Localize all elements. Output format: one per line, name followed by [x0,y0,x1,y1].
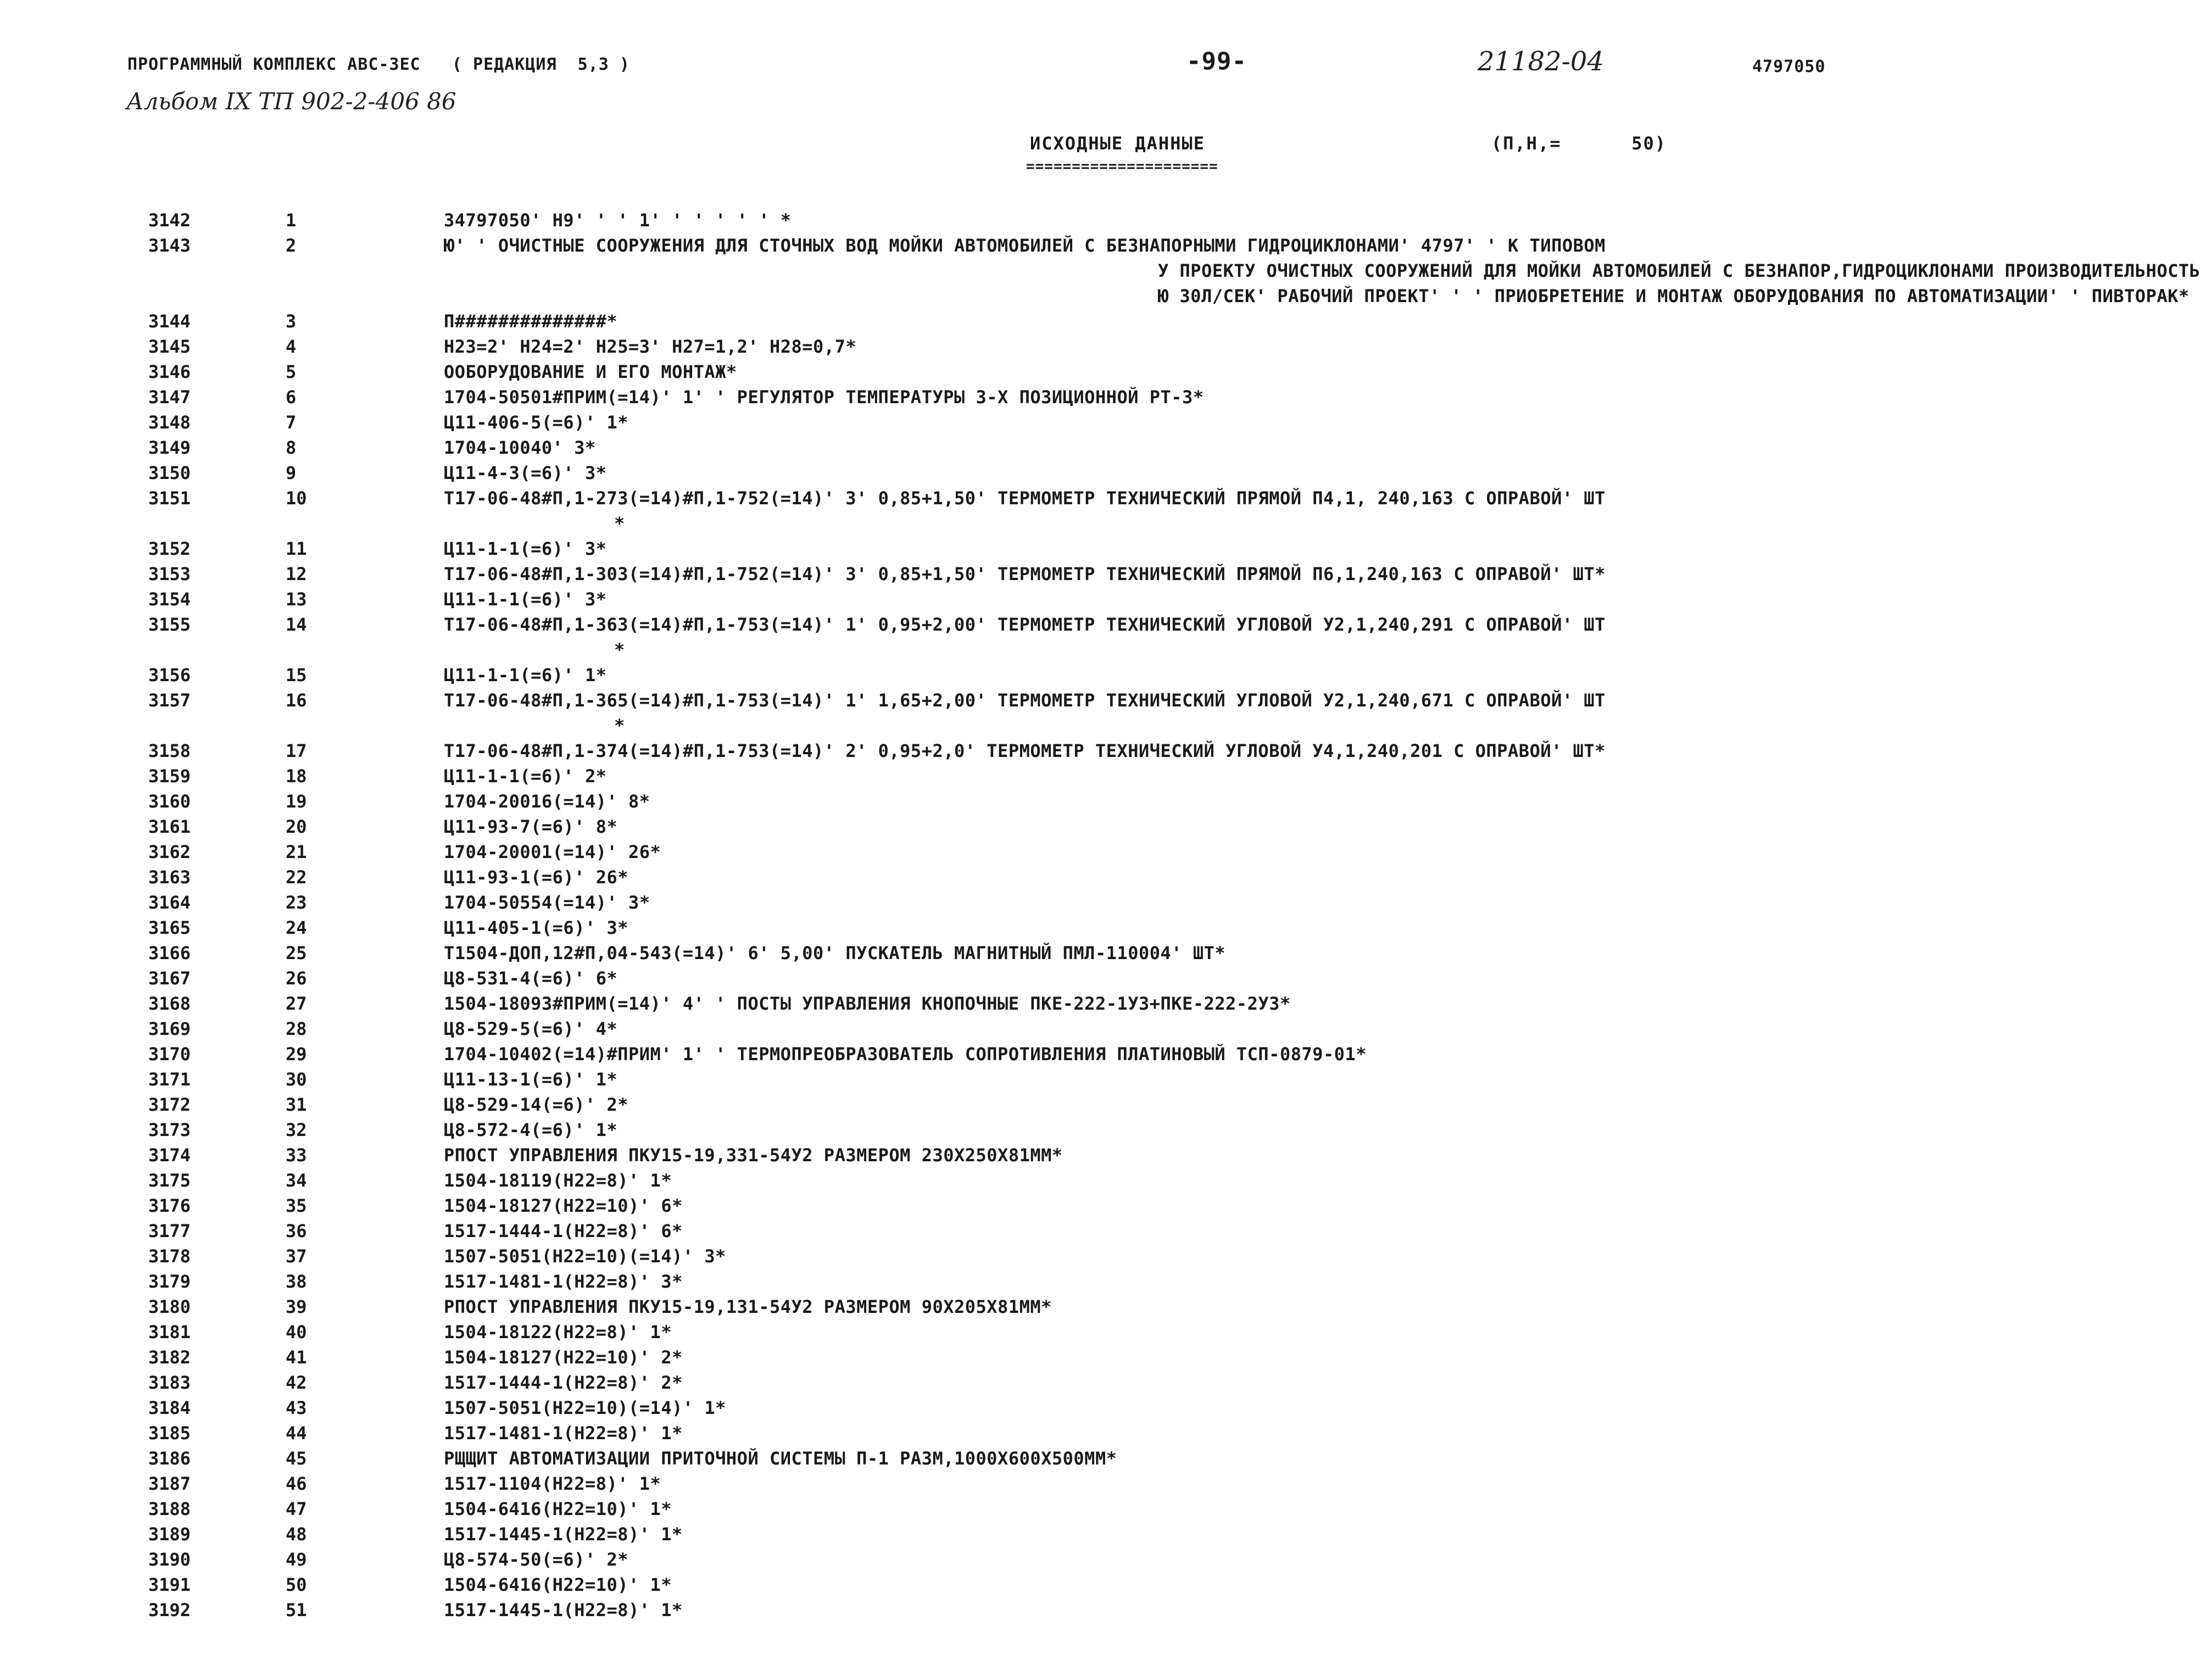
row-text-line: 1504-18122(Н22=8)' 1* [444,1322,672,1343]
row-text-line: Ц11-93-7(=6)' 8* [444,816,618,837]
row-index: 11 [286,538,307,559]
row-index: 42 [286,1372,307,1393]
row-text [444,1597,2201,1623]
line-number: 3150 [148,463,191,483]
listing-row [0,1522,2212,1547]
row-text-line: Ю' ' ОЧИСТНЫЕ СООРУЖЕНИЯ ДЛЯ СТОЧНЫХ ВОД МОЙКИ АВТОМОБИЛЕЙ С БЕЗНАПОРНЫМИ ГИДРОЦИКЛОНАМИ' 4797' ' К ТИПОВОМ [444,235,1606,256]
line-number: 3189 [148,1524,191,1545]
listing-row [0,1370,2212,1395]
line-number: 3156 [148,665,191,686]
row-text-line: Ц11-1-1(=6)' 2* [444,766,607,787]
row-index: 23 [286,892,307,913]
row-text [444,890,2201,915]
row-text [444,688,2201,738]
line-number: 3148 [148,412,191,433]
row-text-line: Ц8-531-4(=6)' 6* [444,968,618,989]
row-index: 3 [286,311,297,332]
listing-row [0,890,2212,915]
listing-row [0,966,2212,991]
listing-row [0,536,2212,561]
line-number: 3170 [148,1044,191,1065]
row-text [444,764,2201,789]
line-number: 3180 [148,1296,191,1317]
row-text [444,1319,2201,1345]
line-number: 3179 [148,1271,191,1292]
row-index: 41 [286,1347,307,1368]
row-index: 46 [286,1473,307,1494]
row-text [444,435,2201,460]
listing-row [0,435,2212,460]
row-index: 20 [286,816,307,837]
line-number: 3146 [148,361,191,382]
line-number: 3144 [148,311,191,332]
listing-row [0,1269,2212,1294]
row-text [444,1143,2201,1168]
data-listing [0,208,2212,1623]
row-text-line: РЩЩИТ АВТОМАТИЗАЦИИ ПРИТОЧНОЙ СИСТЕМЫ П-1 РАЗМ,1000Х600Х500ММ* [444,1448,1117,1469]
row-index: 22 [286,867,307,888]
row-text-line: Ц11-406-5(=6)' 1* [444,412,629,433]
row-index: 15 [286,665,307,686]
row-text-line: 1517-1481-1(Н22=8)' 1* [444,1423,683,1444]
row-text [444,1421,2201,1446]
row-text [444,1117,2201,1143]
listing-row [0,410,2212,435]
program-header: ПРОГРАММНЫЙ КОМПЛЕКС АВС-ЗЕС ( РЕДАКЦИЯ 5,3 ) [127,55,630,74]
line-number: 3161 [148,816,191,837]
line-number: 3169 [148,1018,191,1039]
row-text-line: 1507-5051(Н22=10)(=14)' 3* [444,1246,726,1267]
row-text-line: 1504-18127(Н22=10)' 6* [444,1195,683,1216]
row-text [444,1218,2201,1244]
listing-row [0,587,2212,612]
row-index: 44 [286,1423,307,1444]
row-index: 31 [286,1094,307,1115]
row-text-line: Т1504-ДОП,12#П,04-543(=14)' 6' 5,00' ПУСКАТЕЛЬ МАГНИТНЫЙ ПМЛ-110004' ШТ* [444,943,1226,964]
listing-row [0,233,2212,309]
album-annotation: Альбом IX ТП 902-2-406 86 [126,88,456,115]
listing-row [0,764,2212,789]
listing-row [0,839,2212,865]
row-text-line: 1517-1445-1(Н22=8)' 1* [444,1600,683,1620]
row-text-line: Т17-06-48#П,1-365(=14)#П,1-753(=14)' 1' 1,65+2,00' ТЕРМОМЕТР ТЕХНИЧЕСКИЙ УГЛОВОЙ У2,1,240,671 С ОПРАВОЙ' ШТ [444,690,1606,711]
listing-row [0,1244,2212,1269]
row-text [444,1496,2201,1522]
line-number: 3171 [148,1069,191,1090]
row-index: 45 [286,1448,307,1469]
row-text-line: П##############* [444,311,618,332]
row-text [444,915,2201,940]
row-text-line: * [614,639,625,660]
line-number: 3154 [148,589,191,610]
row-index: 32 [286,1120,307,1140]
listing-row [0,865,2212,890]
row-index: 17 [286,740,307,761]
row-index: 38 [286,1271,307,1292]
line-number: 3166 [148,943,191,964]
row-index: 30 [286,1069,307,1090]
row-text-line: Ц11-1-1(=6)' 1* [444,665,607,686]
row-text [444,536,2201,561]
row-index: 26 [286,968,307,989]
row-text-line: 1517-1445-1(Н22=8)' 1* [444,1524,683,1545]
listing-row [0,561,2212,587]
row-index: 49 [286,1549,307,1570]
line-number: 3164 [148,892,191,913]
listing-row [0,1168,2212,1193]
row-text-line: * [614,715,625,736]
row-index: 2 [286,235,297,256]
row-text [444,865,2201,890]
row-text-line: РПОСТ УПРАВЛЕНИЯ ПКУ15-19,131-54У2 РАЗМЕРОМ 90Х205Х81ММ* [444,1296,1052,1317]
row-index: 14 [286,614,307,635]
row-text [444,1572,2201,1597]
row-text [444,1092,2201,1117]
row-text [444,814,2201,839]
document-code: 21182-04 [1478,46,1604,77]
row-text [444,1193,2201,1218]
line-number: 3185 [148,1423,191,1444]
row-text-line: Ц11-1-1(=6)' 3* [444,538,607,559]
row-text [444,1168,2201,1193]
row-index: 8 [286,437,297,458]
row-text [444,385,2201,410]
row-text-line: Т17-06-48#П,1-273(=14)#П,1-752(=14)' 3' 0,85+1,50' ТЕРМОМЕТР ТЕХНИЧЕСКИЙ ПРЯМОЙ П4,1, 240,163 С ОПРАВОЙ' ШТ [444,488,1606,509]
row-index: 27 [286,993,307,1014]
row-text-line: 1704-10402(=14)#ПРИМ' 1' ' ТЕРМОПРЕОБРАЗОВАТЕЛЬ СОПРОТИВЛЕНИЯ ПЛАТИНОВЫЙ ТСП-0879-01* [444,1044,1367,1065]
listing-row [0,688,2212,738]
row-index: 4 [286,336,297,357]
row-index: 39 [286,1296,307,1317]
row-text [444,359,2201,385]
line-number: 3181 [148,1322,191,1343]
row-text [444,662,2201,688]
row-index: 19 [286,791,307,812]
row-text-line: 1504-18119(Н22=8)' 1* [444,1170,672,1191]
listing-row [0,1446,2212,1471]
row-text-line: Ц8-529-14(=6)' 2* [444,1094,629,1115]
row-index: 43 [286,1397,307,1418]
row-text [444,1269,2201,1294]
line-number: 3192 [148,1600,191,1620]
row-text-line: 1704-20001(=14)' 26* [444,842,661,862]
listing-row [0,385,2212,410]
line-number: 3183 [148,1372,191,1393]
listing-row [0,1193,2212,1218]
row-text [444,1067,2201,1092]
row-index: 7 [286,412,297,433]
row-text-line: Ю 30Л/СЕК' РАБОЧИЙ ПРОЕКТ' ' ' ПРИОБРЕТЕНИЕ И МОНТАЖ ОБОРУДОВАНИЯ ПО АВТОМАТИЗАЦИИ' ' ПИВТОРАК* [1158,286,2189,307]
title-parameter: (П,Н,= 50) [1491,133,1667,154]
row-text [444,991,2201,1016]
row-text-line: Т17-06-48#П,1-303(=14)#П,1-752(=14)' 3' 0,85+1,50' ТЕРМОМЕТР ТЕХНИЧЕСКИЙ ПРЯМОЙ П6,1,240,163 С ОПРАВОЙ' ШТ* [444,564,1606,584]
line-number: 3145 [148,336,191,357]
listing-row [0,1143,2212,1168]
row-text [444,1345,2201,1370]
line-number: 3142 [148,210,191,231]
line-number: 3184 [148,1397,191,1418]
row-index: 25 [286,943,307,964]
row-text [444,1042,2201,1067]
listing-row [0,486,2212,536]
row-index: 50 [286,1574,307,1595]
row-text-line: Ц8-529-5(=6)' 4* [444,1018,618,1039]
line-number: 3174 [148,1145,191,1166]
row-text [444,966,2201,991]
row-text [444,309,2201,334]
row-text-line: Ц11-4-3(=6)' 3* [444,463,607,483]
line-number: 3172 [148,1094,191,1115]
listing-row [0,1016,2212,1042]
row-text [444,1522,2201,1547]
row-text-line: Н23=2' Н24=2' Н25=3' Н27=1,2' Н28=0,7* [444,336,857,357]
listing-row [0,1597,2212,1623]
row-text-line: РПОСТ УПРАВЛЕНИЯ ПКУ15-19,331-54У2 РАЗМЕРОМ 230Х250Х81ММ* [444,1145,1063,1166]
title-underline: ===================== [1026,158,1218,175]
row-text [444,410,2201,435]
row-text [444,612,2201,662]
row-text-line: 1704-20016(=14)' 8* [444,791,650,812]
listing-row [0,208,2212,233]
row-text-line: Ц11-93-1(=6)' 26* [444,867,629,888]
row-text [444,587,2201,612]
row-index: 33 [286,1145,307,1166]
row-text-line: Ц11-1-1(=6)' 3* [444,589,607,610]
line-number: 3157 [148,690,191,711]
line-number: 3187 [148,1473,191,1494]
row-text [444,940,2201,966]
listing-row [0,359,2212,385]
row-index: 40 [286,1322,307,1343]
listing-row [0,309,2212,334]
listing-row [0,1547,2212,1572]
line-number: 3153 [148,564,191,584]
row-text-line: ООБОРУДОВАНИЕ И ЕГО МОНТАЖ* [444,361,737,382]
row-text-line: У ПРОЕКТУ ОЧИСТНЫХ СООРУЖЕНИЙ ДЛЯ МОЙКИ АВТОМОБИЛЕЙ С БЕЗНАПОР,ГИДРОЦИКЛОНАМИ ПРОИЗВОДИТЕЛЬНОСТЬ [1158,260,2200,281]
line-number: 3188 [148,1499,191,1519]
listing-row [0,991,2212,1016]
row-index: 36 [286,1221,307,1241]
row-text [444,839,2201,865]
row-text-line: 1517-1481-1(Н22=8)' 3* [444,1271,683,1292]
line-number: 3168 [148,993,191,1014]
line-number: 3175 [148,1170,191,1191]
line-number: 3143 [148,235,191,256]
row-text-line: Ц11-13-1(=6)' 1* [444,1069,618,1090]
line-number: 3191 [148,1574,191,1595]
row-index: 16 [286,690,307,711]
row-text [444,1370,2201,1395]
row-index: 35 [286,1195,307,1216]
row-index: 48 [286,1524,307,1545]
row-index: 51 [286,1600,307,1620]
row-text-line: 1507-5051(Н22=10)(=14)' 1* [444,1397,726,1418]
line-number: 3151 [148,488,191,509]
row-index: 47 [286,1499,307,1519]
row-text-line: 1517-1444-1(Н22=8)' 2* [444,1372,683,1393]
row-text [444,1016,2201,1042]
listing-row [0,334,2212,359]
row-text [444,1244,2201,1269]
line-number: 3178 [148,1246,191,1267]
row-text [444,561,2201,587]
listing-row [0,915,2212,940]
line-number: 3173 [148,1120,191,1140]
row-text [444,1547,2201,1572]
row-index: 12 [286,564,307,584]
listing-row [0,1042,2212,1067]
row-text-line: Ц8-574-50(=6)' 2* [444,1549,629,1570]
row-index: 28 [286,1018,307,1039]
listing-row [0,940,2212,966]
row-index: 29 [286,1044,307,1065]
line-number: 3147 [148,387,191,408]
row-text [444,789,2201,814]
line-number: 3152 [148,538,191,559]
row-text-line: 1704-50554(=14)' 3* [444,892,650,913]
line-number: 3162 [148,842,191,862]
row-index: 6 [286,387,297,408]
line-number: 3155 [148,614,191,635]
listing-row [0,1319,2212,1345]
row-text-line: 1704-50501#ПРИМ(=14)' 1' ' РЕГУЛЯТОР ТЕМПЕРАТУРЫ 3-Х ПОЗИЦИОННОЙ РТ-3* [444,387,1204,408]
row-text [444,460,2201,486]
listing-row [0,1345,2212,1370]
page-title: ИСХОДНЫЕ ДАННЫЕ [1030,133,1205,154]
line-number: 3190 [148,1549,191,1570]
line-number: 3167 [148,968,191,989]
line-number: 3163 [148,867,191,888]
listing-row [0,789,2212,814]
row-text [444,233,2201,309]
listing-row [0,1572,2212,1597]
row-text [444,1294,2201,1319]
row-text-line: 34797050' Н9' ' ' 1' ' ' ' ' ' * [444,210,792,231]
row-text [444,738,2201,764]
listing-row [0,1471,2212,1496]
row-index: 18 [286,766,307,787]
listing-row [0,612,2212,662]
row-text-line: 1504-6416(Н22=10)' 1* [444,1574,672,1595]
listing-row [0,738,2212,764]
row-index: 24 [286,917,307,938]
listing-row [0,1117,2212,1143]
listing-row [0,1067,2212,1092]
row-text-line: Т17-06-48#П,1-363(=14)#П,1-753(=14)' 1' 0,95+2,00' ТЕРМОМЕТР ТЕХНИЧЕСКИЙ УГЛОВОЙ У2,1,240,291 С ОПРАВОЙ' ШТ [444,614,1606,635]
row-index: 1 [286,210,297,231]
row-text-line: Ц11-405-1(=6)' 3* [444,917,629,938]
line-number: 3159 [148,766,191,787]
row-text-line: 1504-18093#ПРИМ(=14)' 4' ' ПОСТЫ УПРАВЛЕНИЯ КНОПОЧНЫЕ ПКЕ-222-1У3+ПКЕ-222-2У3* [444,993,1291,1014]
line-number: 3158 [148,740,191,761]
line-number: 3177 [148,1221,191,1241]
listing-row [0,1496,2212,1522]
line-number: 3149 [148,437,191,458]
listing-row [0,814,2212,839]
row-text-line: 1504-6416(Н22=10)' 1* [444,1499,672,1519]
listing-row [0,1294,2212,1319]
listing-row [0,1421,2212,1446]
line-number: 3165 [148,917,191,938]
row-text-line: Ц8-572-4(=6)' 1* [444,1120,618,1140]
line-number: 3186 [148,1448,191,1469]
line-number: 3182 [148,1347,191,1368]
row-text-line: 1517-1444-1(Н22=8)' 6* [444,1221,683,1241]
row-text-line: 1517-1104(Н22=8)' 1* [444,1473,661,1494]
listing-row [0,460,2212,486]
row-text-line: 1504-18127(Н22=10)' 2* [444,1347,683,1368]
row-index: 21 [286,842,307,862]
document-id: 4797050 [1752,57,1826,76]
row-text [444,334,2201,359]
row-text [444,1471,2201,1496]
row-index: 9 [286,463,297,483]
listing-row [0,1092,2212,1117]
listing-row [0,1218,2212,1244]
listing-row [0,1395,2212,1421]
row-index: 10 [286,488,307,509]
row-text-line: * [614,513,625,534]
line-number: 3176 [148,1195,191,1216]
row-text [444,208,2201,233]
row-index: 34 [286,1170,307,1191]
listing-row [0,662,2212,688]
line-number: 3160 [148,791,191,812]
row-text-line: 1704-10040' 3* [444,437,596,458]
row-index: 37 [286,1246,307,1267]
row-text-line: Т17-06-48#П,1-374(=14)#П,1-753(=14)' 2' 0,95+2,0' ТЕРМОМЕТР ТЕХНИЧЕСКИЙ УГЛОВОЙ У4,1,240,201 С ОПРАВОЙ' ШТ* [444,740,1606,761]
row-text [444,1395,2201,1421]
row-index: 13 [286,589,307,610]
page-number: -99- [1186,47,1247,75]
row-index: 5 [286,361,297,382]
row-text [444,1446,2201,1471]
row-text [444,486,2201,536]
